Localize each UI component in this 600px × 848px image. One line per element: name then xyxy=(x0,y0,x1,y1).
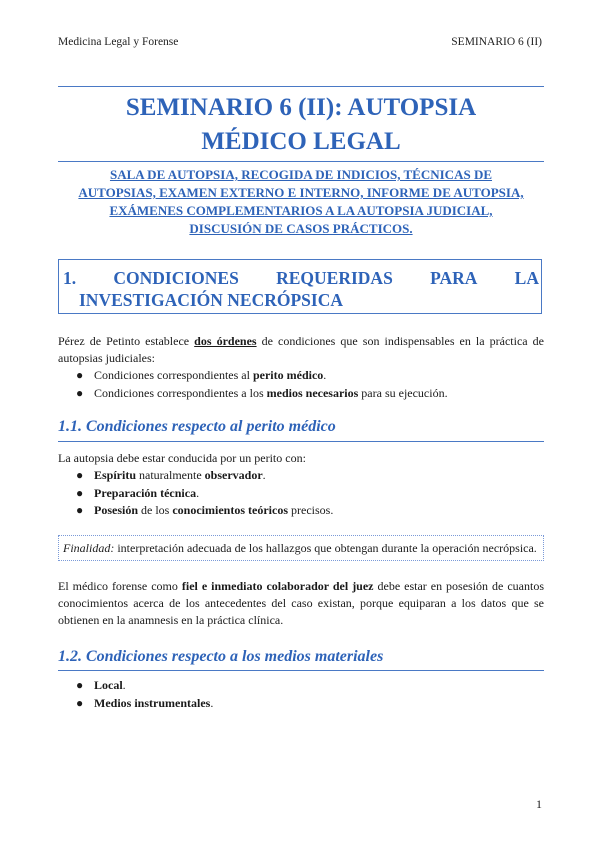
perito-list xyxy=(76,467,333,520)
section-1-heading-box xyxy=(58,259,542,314)
page-number: 1 xyxy=(536,797,542,811)
bullet-icon: ● xyxy=(76,485,84,500)
subtitle-line4: DISCUSIÓN DE CASOS PRÁCTICOS. xyxy=(189,221,413,236)
medios-list xyxy=(76,677,213,712)
bullet-icon: ● xyxy=(76,678,84,692)
list-item: ● Preparación técnica. xyxy=(76,485,333,503)
subtitle-line2: AUTOPSIAS, EXAMEN EXTERNO E INTERNO, INFORME DE AUTOPSIA, xyxy=(78,185,524,200)
intro-text-1: Pérez de Petinto establece xyxy=(58,334,195,348)
subtitle-line3: EXÁMENES COMPLEMENTARIOS A LA AUTOPSIA JUDICIAL, xyxy=(109,203,493,218)
list-item: ● Condiciones correspondientes a los medios necesarios para su ejecución. xyxy=(76,385,448,403)
paragraph-1-1: La autopsia debe estar conducida por un perito con: xyxy=(58,451,306,465)
bullet-icon: ● xyxy=(76,368,84,382)
list-item: ● Condiciones correspondientes al perito médico. xyxy=(76,367,448,385)
section-1-heading-line2: INVESTIGACIÓN NECRÓPSICA xyxy=(79,290,344,310)
subtitle-line1: SALA DE AUTOPSIA, RECOGIDA DE INDICIOS, TÉCNICAS DE xyxy=(109,167,493,182)
bullet-icon: ● xyxy=(76,385,84,400)
bullet-icon: ● xyxy=(76,503,84,517)
section-1-word-4: LA xyxy=(514,268,539,288)
section-1-word-2: REQUERIDAS xyxy=(276,268,393,288)
section-1-number: 1. xyxy=(63,268,77,288)
subsection-1-1-rule xyxy=(58,441,544,442)
running-header-right: SEMINARIO 6 (II) xyxy=(451,36,542,48)
title-top-rule xyxy=(58,86,544,87)
list-item: ● Posesión de los conocimientos teóricos precisos. xyxy=(76,502,333,520)
list-item: ● Medios instrumentales. xyxy=(76,695,213,713)
intro-paragraph xyxy=(58,333,544,367)
subsection-1-2-rule xyxy=(58,670,544,671)
intro-emphasis: dos órdenes xyxy=(194,334,257,348)
subsection-1-2-heading: 1.2. Condiciones respecto a los medios materiales xyxy=(58,648,384,665)
section-1-heading-line1 xyxy=(63,268,539,289)
finalidad-text: interpretación adecuada de los hallazgos que obtengan durante la operación necrópsica. xyxy=(114,541,537,555)
page-title-line2: MÉDICO LEGAL xyxy=(201,128,401,155)
intro-text-2: de condiciones que son indispensables en la práctica de autopsias judiciales: xyxy=(58,334,544,365)
bullet-icon: ● xyxy=(76,468,84,482)
bullet-icon: ● xyxy=(76,695,84,710)
running-header-left: Medicina Legal y Forense xyxy=(58,36,179,48)
title-bottom-rule xyxy=(58,161,544,162)
finalidad-note-box xyxy=(58,535,544,561)
subsection-1-1-heading: 1.1. Condiciones respecto al perito médico xyxy=(58,418,336,435)
finalidad-label: Finalidad: xyxy=(63,541,115,555)
intro-list xyxy=(76,367,448,402)
section-1-word-1: CONDICIONES xyxy=(113,268,239,288)
section-1-word-3: PARA xyxy=(430,268,478,288)
page-title-line1: SEMINARIO 6 (II): AUTOPSIA xyxy=(125,94,477,121)
list-item: ● Espíritu naturalmente observador. xyxy=(76,467,333,485)
list-item: ● Local. xyxy=(76,677,213,695)
forense-paragraph: El médico forense como fiel e inmediato colaborador del juez debe estar en posesión de cuantos conocimientos acerca de los antecedentes del caso existan, porque equiparan a los datos que se obtienen en la anamnesis en la práctica clínica. xyxy=(58,579,544,627)
